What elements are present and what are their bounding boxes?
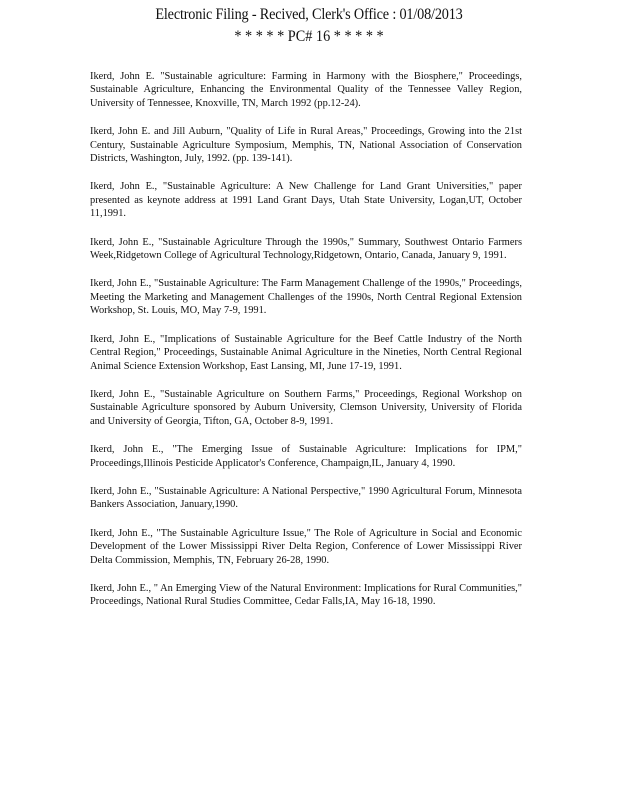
reference-item: Ikerd, John E., "Sustainable Agriculture Through the 1990s," Summary, Southwest Ontario Farmers Week,Ridgetown College of Agricultural Technology,Ridgetown, Ontario, Canada, January 9, 1991.	[90, 236, 522, 262]
reference-list	[90, 70, 522, 624]
reference-item: Ikerd, John E., "The Sustainable Agriculture Issue," The Role of Agriculture in Social and Economic Development of the Lower Mississippi River Delta Region, Conference of Lower Mississippi River Delta Commission, Memphis, TN, February 26-28, 1990.	[90, 527, 522, 566]
reference-item: Ikerd, John E., "Sustainable Agriculture on Southern Farms," Proceedings, Regional Workshop on Sustainable Agriculture sponsored by Auburn University, Clemson University, University of Florida and University of Georgia, Tifton, GA, October 8-9, 1991.	[90, 388, 522, 427]
reference-item: Ikerd, John E., "Implications of Sustainable Agriculture for the Beef Cattle Industry of the North Central Region," Proceedings, Sustainable Animal Agriculture in the Nineties, North Central Regional Animal Science Extension Workshop, East Lansing, MI, June 17-19, 1991.	[90, 333, 522, 372]
reference-item: Ikerd, John E., "Sustainable Agriculture: A New Challenge for Land Grant Universities," paper presented as keynote address at 1991 Land Grant Days, Utah State University, Logan,UT, October 11,1991.	[90, 181, 522, 220]
reference-item: Ikerd, John E., "Sustainable Agriculture: The Farm Management Challenge of the 1990s," Proceedings, Meeting the Marketing and Management Challenges of the 1990s, North Central Regional Extension Workshop, St. Louis, MO, May 7-9, 1991.	[90, 278, 522, 317]
reference-item: Ikerd, John E., "Sustainable Agriculture: A National Perspective," 1990 Agricultural Forum, Minnesota Bankers Association, January,1990.	[90, 485, 522, 511]
reference-item: Ikerd, John E. "Sustainable agriculture: Farming in Harmony with the Biosphere," Proceedings, Sustainable Agriculture, Enhancing the Environmental Quality of the Tennessee Valley Region, University of Tennessee, Knoxville, TN, March 1992 (pp.12-24).	[90, 71, 522, 109]
reference-item: Ikerd, John E., " An Emerging View of the Natural Environment: Implications for Rural Communities," Proceedings, National Rural Studies Committee, Cedar Falls,IA, May 16-18, 1990.	[90, 582, 522, 608]
pc-number-line: * * * * * PC# 16 * * * * *	[234, 28, 384, 45]
reference-item: Ikerd, John E. and Jill Auburn, "Quality of Life in Rural Areas," Proceedings, Growing into the 21st Century, Sustainable Agriculture Symposium, Memphis, TN, National Association of Conservation Districts, Washington, July, 1992. (pp. 139-141).	[90, 126, 522, 165]
filing-header-title: Electronic Filing - Recived, Clerk's Office : 01/08/2013	[155, 6, 463, 23]
reference-item: Ikerd, John E., "The Emerging Issue of Sustainable Agriculture: Implications for IPM," Proceedings,Illinois Pesticide Applicator's Conference, Champaign,IL, January 4, 1990.	[90, 444, 522, 469]
